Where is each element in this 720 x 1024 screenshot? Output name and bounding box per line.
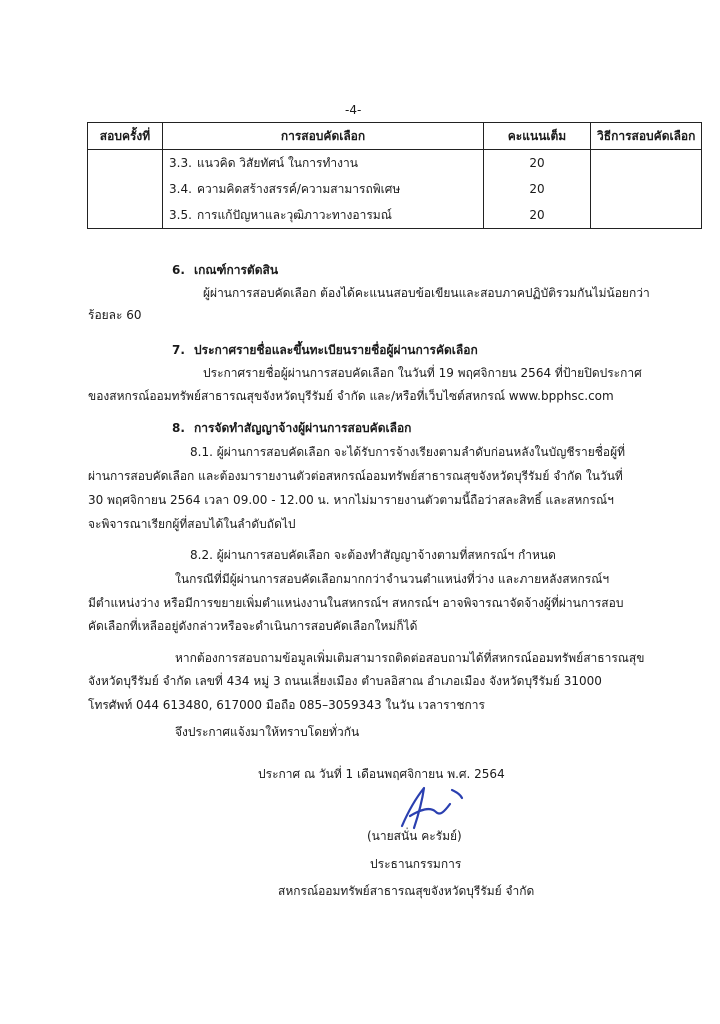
closing-text: จึงประกาศแจ้งมาให้ทราบโดยทั่วกัน (175, 725, 360, 739)
table-row (88, 150, 702, 177)
section-title: ประกาศรายชื่อและขึ้นทะเบียนรายชื่อผู้ผ่านการคัดเลือก (194, 343, 478, 357)
contact-line-2: จังหวัดบุรีรัมย์ จำกัด เลขที่ 434 หมู่ 3 ถนนเลี่ยงเมือง ตำบลอิสาณ อำเภอเมือง จังหวัดบุรีรัมย์ 31000 (88, 674, 602, 688)
contact-line-3: โทรศัพท์ 044 613480, 617000 มือถือ 085–3059343 ในวัน เวลาราชการ (88, 698, 485, 712)
para-8-1-line-4: จะพิจารณาเรียกผู้ที่สอบได้ในลำดับถัดไป (88, 517, 296, 531)
section-6-heading (172, 262, 278, 278)
cell-score: 20 (484, 176, 591, 202)
section-number: 6. (172, 263, 185, 277)
header-exam: การสอบคัดเลือก (163, 123, 484, 150)
section-title: เกณฑ์การตัดสิน (194, 263, 279, 277)
cell-method (591, 150, 702, 177)
para-8-2-line-2: ในกรณีที่มีผู้ผ่านการสอบคัดเลือกมากกว่าจำนวนตำแหน่งที่ว่าง และภายหลังสหกรณ์ฯ (175, 572, 610, 586)
item-number: 3.4. (169, 181, 192, 196)
signer-position: ประธานกรรมการ (370, 857, 462, 871)
section-6-line-1: ผู้ผ่านการสอบคัดเลือก ต้องได้คะแนนสอบข้อเขียนและสอบภาคปฏิบัติรวมกันไม่น้อยกว่า (203, 286, 650, 300)
cell-exam (163, 150, 484, 177)
para-8-1-line-1: 8.1. ผู้ผ่านการสอบคัดเลือก จะได้รับการจ้างเรียงตามลำดับก่อนหลังในบัญชีรายชื่อผู้ที่ (190, 445, 626, 459)
exam-table (87, 122, 702, 229)
section-6-line-2: ร้อยละ 60 (88, 308, 142, 322)
cell-method (591, 176, 702, 202)
signer-name: (นายสนั่น คะรัมย์) (367, 829, 462, 843)
para-8-2-line-3: มีตำแหน่งว่าง หรือมีการขยายเพิ่มตำแหน่งงานในสหกรณ์ฯ สหกรณ์ฯ อาจพิจารณาจัดจ้างผู้ที่ผ่านการสอบ (88, 596, 624, 610)
page-number: -4- (345, 103, 362, 117)
cell-score: 20 (484, 202, 591, 229)
announce-date: ประกาศ ณ วันที่ 1 เดือนพฤศจิกายน พ.ศ. 2564 (258, 767, 505, 781)
header-full-score: คะแนนเต็ม (484, 123, 591, 150)
para-8-1-line-3: 30 พฤศจิกายน 2564 เวลา 09.00 - 12.00 น. หากไม่มารายงานตัวตามนี้ถือว่าสละสิทธิ์ และสหกรณ์ฯ (88, 493, 614, 507)
signer-organization: สหกรณ์ออมทรัพย์สาธารณสุขจังหวัดบุรีรัมย์ จำกัด (278, 884, 535, 898)
item-text: ความคิดสร้างสรรค์/ความสามารถพิเศษ (197, 181, 401, 196)
header-method: วิธีการสอบคัดเลือก (591, 123, 702, 150)
para-8-2-line-1: 8.2. ผู้ผ่านการสอบคัดเลือก จะต้องทำสัญญาจ้างตามที่สหกรณ์ฯ กำหนด (190, 548, 556, 562)
cell-exam (163, 176, 484, 202)
cell-method (591, 202, 702, 229)
section-7-line-2: ของสหกรณ์ออมทรัพย์สาธารณสุขจังหวัดบุรีรัมย์ จำกัด และ/หรือที่เว็บไซต์สหกรณ์ www.bpphsc.com (88, 389, 614, 403)
section-number: 7. (172, 343, 185, 357)
section-8-heading (172, 420, 411, 436)
cell-round (88, 176, 163, 202)
item-number: 3.5. (169, 207, 192, 222)
header-round: สอบครั้งที่ (88, 123, 163, 150)
cell-round (88, 202, 163, 229)
table-row (88, 202, 702, 229)
item-text: การแก้ปัญหาและวุฒิภาวะทางอารมณ์ (197, 207, 392, 222)
table-row (88, 176, 702, 202)
cell-exam (163, 202, 484, 229)
contact-line-1: หากต้องการสอบถามข้อมูลเพิ่มเติมสามารถติดต่อสอบถามได้ที่สหกรณ์ออมทรัพย์สาธารณสุข (175, 651, 645, 665)
cell-round (88, 150, 163, 177)
cell-score: 20 (484, 150, 591, 177)
section-title: การจัดทำสัญญาจ้างผู้ผ่านการสอบคัดเลือก (194, 421, 412, 435)
para-8-2-line-4: คัดเลือกที่เหลืออยู่ดังกล่าวหรือจะดำเนินการสอบคัดเลือกใหม่ก็ได้ (88, 619, 418, 633)
section-number: 8. (172, 421, 185, 435)
item-text: แนวคิด วิสัยทัศน์ ในการทำงาน (197, 155, 358, 170)
para-8-1-line-2: ผ่านการสอบคัดเลือก และต้องมารายงานตัวต่อสหกรณ์ออมทรัพย์สาธารณสุขจังหวัดบุรีรัมย์ จำกัด ในวันที่ (88, 469, 623, 483)
section-7-line-1: ประกาศรายชื่อผู้ผ่านการสอบคัดเลือก ในวันที่ 19 พฤศจิกายน 2564 ที่ป้ายปิดประกาศ (203, 366, 642, 380)
item-number: 3.3. (169, 155, 192, 170)
section-7-heading (172, 342, 478, 358)
table-header-row (88, 123, 702, 150)
